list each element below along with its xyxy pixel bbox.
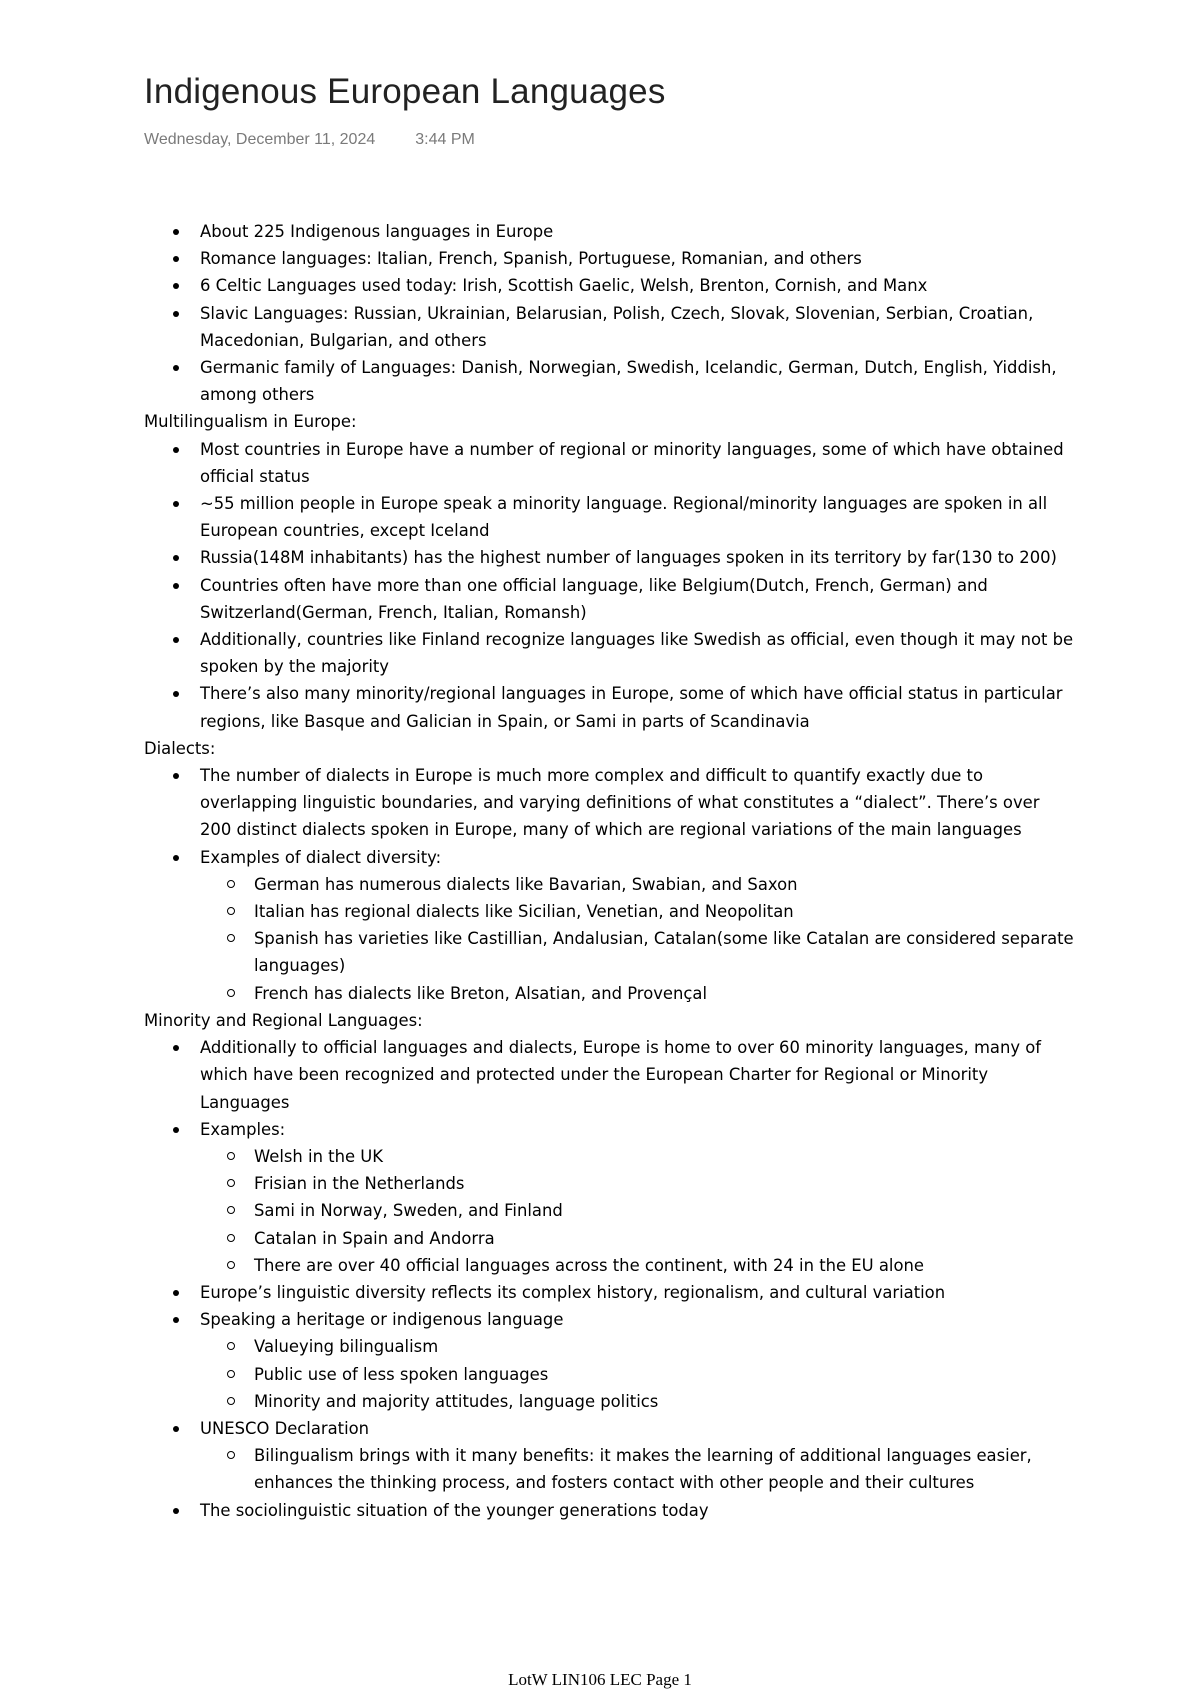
section-heading-dialects: Dialects: <box>144 738 216 758</box>
sub-list-item: French has dialects like Breton, Alsatian, and Provençal <box>254 980 1074 1007</box>
sub-list-item: Public use of less spoken languages <box>254 1361 1074 1388</box>
sub-list-item: Minority and majority attitudes, language politics <box>254 1388 1074 1415</box>
minority-list <box>144 1034 1074 1524</box>
note-date: Wednesday, December 11, 2024 <box>144 131 376 148</box>
dialect-examples-list <box>200 871 1074 1007</box>
list-item: Europe’s linguistic diversity reflects its complex history, regionalism, and cultural variation <box>200 1279 1074 1306</box>
heritage-sub-list <box>200 1333 1074 1415</box>
list-item: Most countries in Europe have a number of regional or minority languages, some of which have obtained official status <box>200 436 1074 490</box>
list-item: Slavic Languages: Russian, Ukrainian, Belarusian, Polish, Czech, Slovak, Slovenian, Serbian, Croatian, Macedonian, Bulgarian, and others <box>200 300 1074 354</box>
intro-list <box>144 218 1074 408</box>
multilingualism-list <box>144 436 1074 735</box>
list-item: Additionally, countries like Finland recognize languages like Swedish as official, even though it may not be spoken by the majority <box>200 626 1074 680</box>
note-body <box>144 218 1074 1524</box>
list-item: The number of dialects in Europe is much more complex and difficult to quantify exactly due to overlapping linguistic boundaries, and varying definitions of what constitutes a “dialect”. There’s over 200 distinct dialects spoken in Europe, many of which are regional variations of the main languages <box>200 762 1074 844</box>
list-item-text: Speaking a heritage or indigenous language <box>200 1310 564 1330</box>
list-item: The sociolinguistic situation of the younger generations today <box>200 1497 1074 1524</box>
list-item: About 225 Indigenous languages in Europe <box>200 218 1074 245</box>
list-item <box>200 1415 1074 1497</box>
page-footer: LotW LIN106 LEC Page 1 <box>508 1670 692 1689</box>
section-heading-minority: Minority and Regional Languages: <box>144 1010 423 1030</box>
sub-list-item: Sami in Norway, Sweden, and Finland <box>254 1197 1074 1224</box>
list-item: Countries often have more than one official language, like Belgium(Dutch, French, German) and Switzerland(German, French, Italian, Romansh) <box>200 572 1074 626</box>
sub-list-item: There are over 40 official languages across the continent, with 24 in the EU alone <box>254 1252 1074 1279</box>
sub-list-item: German has numerous dialects like Bavarian, Swabian, and Saxon <box>254 871 1074 898</box>
list-item: Germanic family of Languages: Danish, Norwegian, Swedish, Icelandic, German, Dutch, English, Yiddish, among others <box>200 354 1074 408</box>
unesco-sub-list <box>200 1442 1074 1496</box>
note-metadata <box>144 131 475 149</box>
list-item <box>200 844 1074 1007</box>
dialects-list <box>144 762 1074 1007</box>
sub-list-item: Italian has regional dialects like Sicilian, Venetian, and Neopolitan <box>254 898 1074 925</box>
list-item-text: UNESCO Declaration <box>200 1418 370 1438</box>
page-title: Indigenous European Languages <box>144 72 666 111</box>
list-item: 6 Celtic Languages used today: Irish, Scottish Gaelic, Welsh, Brenton, Cornish, and Manx <box>200 272 1074 299</box>
list-item: There’s also many minority/regional languages in Europe, some of which have official status in particular regions, like Basque and Galician in Spain, or Sami in parts of Scandinavia <box>200 680 1074 734</box>
list-item <box>200 1306 1074 1415</box>
sub-list-item: Catalan in Spain and Andorra <box>254 1225 1074 1252</box>
list-item: Additionally to official languages and dialects, Europe is home to over 60 minority languages, many of which have been recognized and protected under the European Charter for Regional or Minority Languages <box>200 1034 1074 1116</box>
list-item: ~55 million people in Europe speak a minority language. Regional/minority languages are spoken in all European countries, except Iceland <box>200 490 1074 544</box>
list-item-text: Examples of dialect diversity: <box>200 847 442 867</box>
sub-list-item: Valueying bilingualism <box>254 1333 1074 1360</box>
sub-list-item: Welsh in the UK <box>254 1143 1074 1170</box>
minority-examples-list <box>200 1143 1074 1279</box>
sub-list-item: Frisian in the Netherlands <box>254 1170 1074 1197</box>
sub-list-item: Bilingualism brings with it many benefits: it makes the learning of additional languages easier, enhances the thinking process, and fosters contact with other people and their cultures <box>254 1442 1074 1496</box>
note-time: 3:44 PM <box>415 131 475 148</box>
sub-list-item: Spanish has varieties like Castillian, Andalusian, Catalan(some like Catalan are considered separate languages) <box>254 925 1074 979</box>
list-item-text: Examples: <box>200 1119 286 1139</box>
list-item: Russia(148M inhabitants) has the highest number of languages spoken in its territory by far(130 to 200) <box>200 544 1074 571</box>
list-item: Romance languages: Italian, French, Spanish, Portuguese, Romanian, and others <box>200 245 1074 272</box>
list-item <box>200 1116 1074 1279</box>
section-heading-multilingualism: Multilingualism in Europe: <box>144 412 357 432</box>
